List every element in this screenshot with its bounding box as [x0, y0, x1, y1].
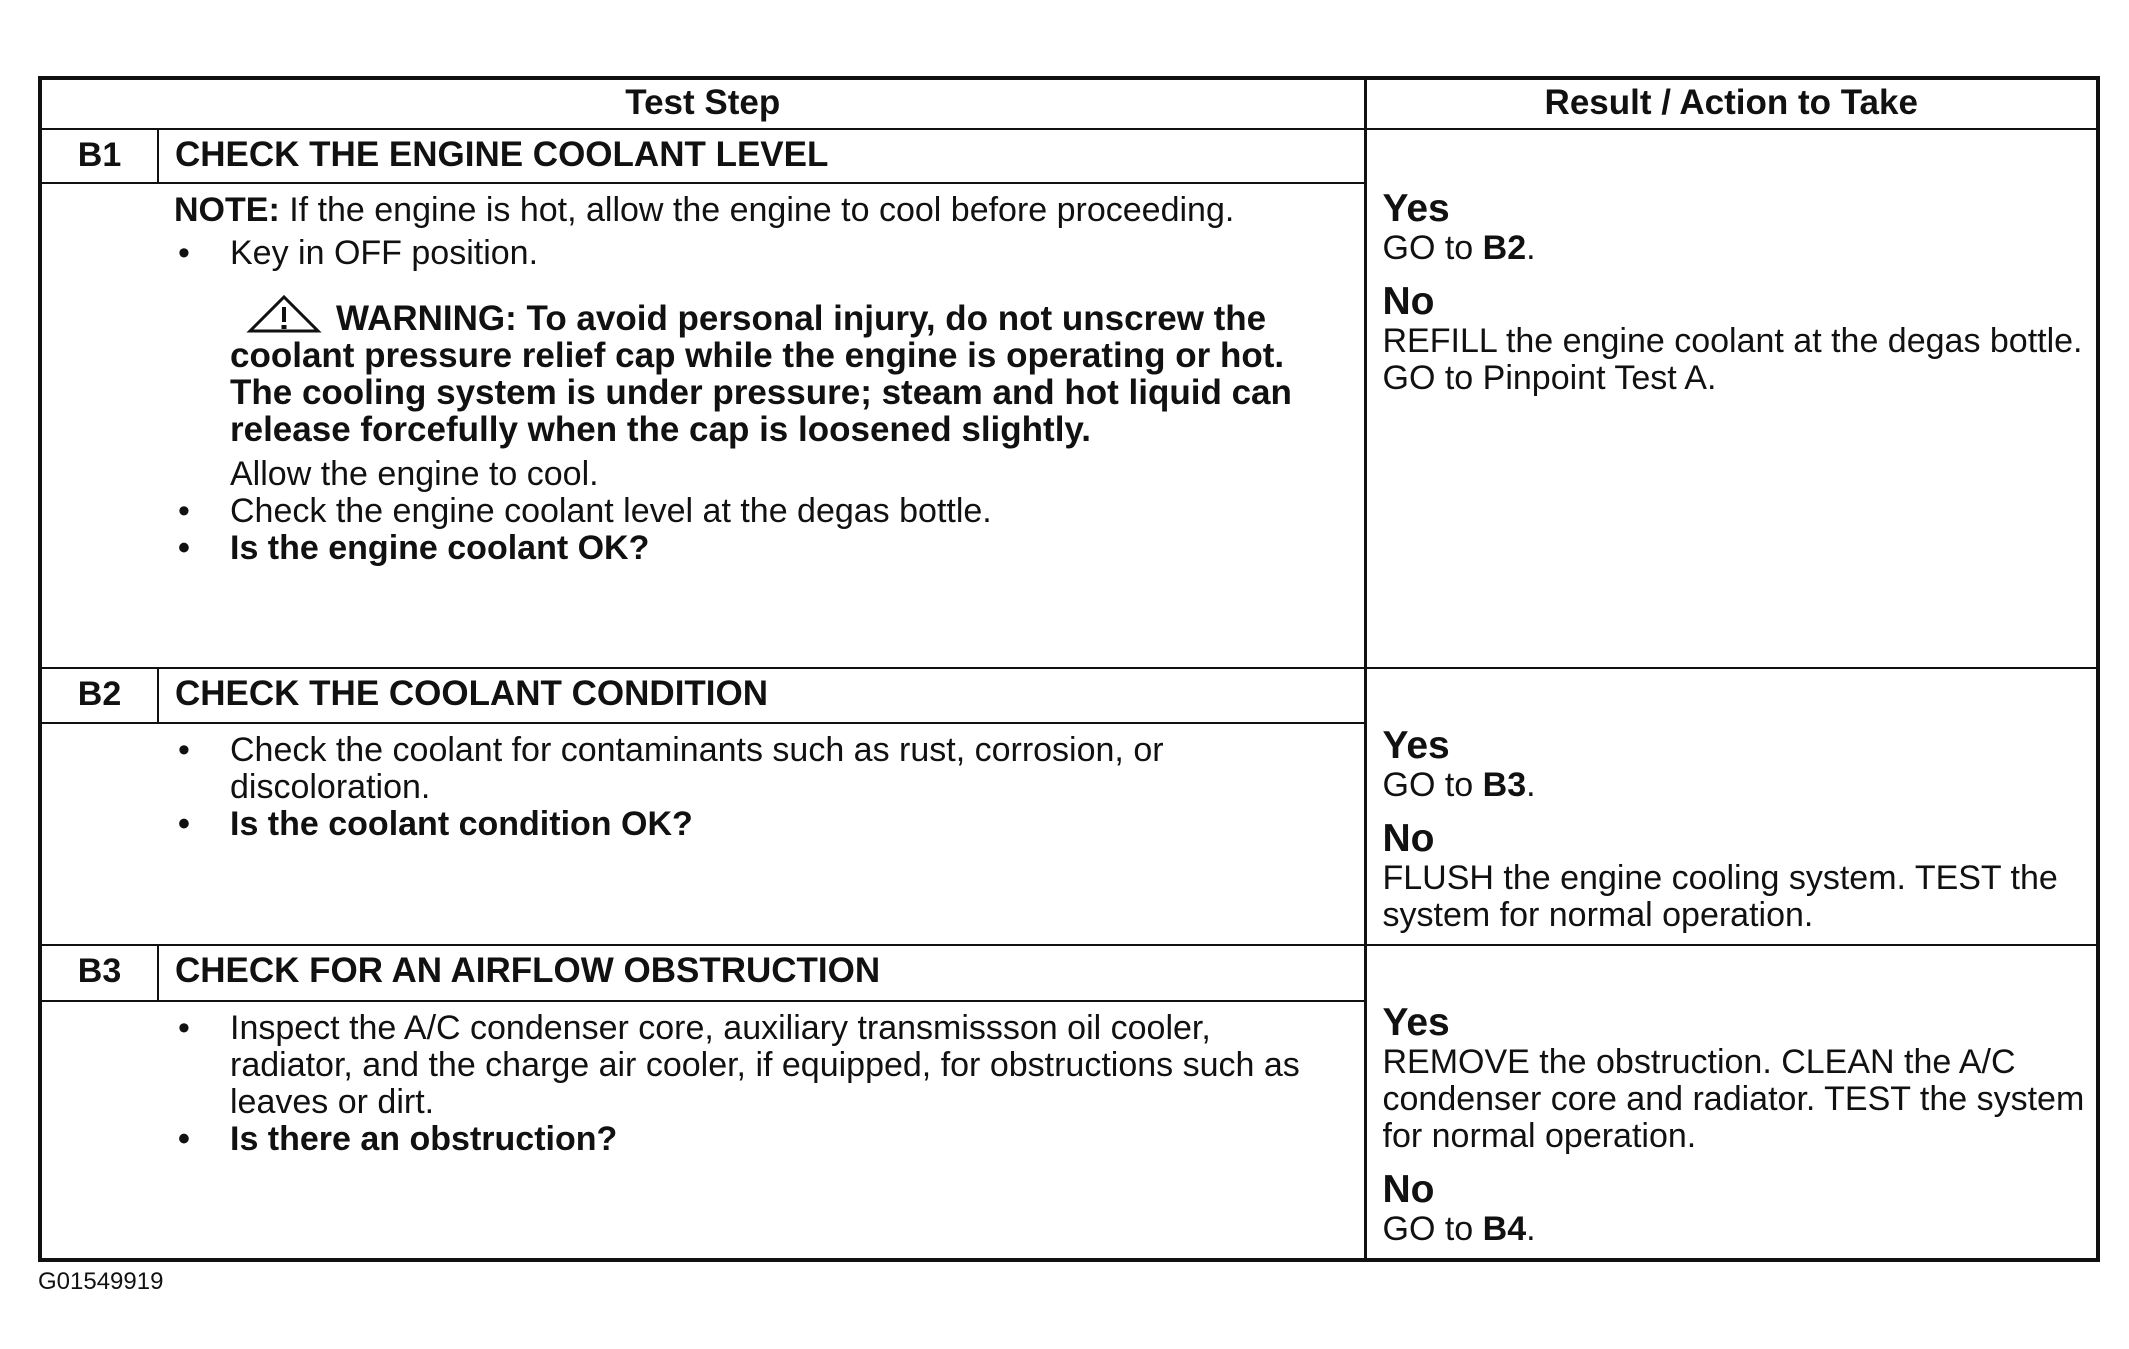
no-action-b1: REFILL the engine coolant at the degas bottle. GO to Pinpoint Test A. — [1382, 322, 2083, 397]
result-b1 — [1365, 129, 2098, 668]
allow-cool-text: Allow the engine to cool. — [230, 455, 599, 493]
step-body-b1 — [158, 183, 1365, 668]
step-b1-title-row — [40, 129, 2098, 183]
step-b3-title-row — [40, 945, 2098, 1001]
test-procedure-sheet — [38, 76, 2096, 1248]
bullet-list-b1 — [174, 235, 1324, 272]
result-b3 — [1365, 945, 2098, 1260]
no-label-b3: No — [1382, 1168, 1435, 1211]
no-label-b1: No — [1382, 280, 1435, 323]
list-item: • Check the engine coolant level at the degas bottle. — [178, 492, 992, 530]
pinpoint-test-table — [38, 76, 2100, 1262]
step-id-b2: B2 — [40, 668, 158, 723]
no-action-b3: GO to B4. — [1382, 1210, 1536, 1248]
no-action-b2: FLUSH the engine cooling system. TEST the system for normal operation. — [1382, 859, 2058, 934]
step-body-b2 — [158, 723, 1365, 945]
list-item: • Check the coolant for contaminants such as rust, corrosion, or discoloration. — [178, 730, 1164, 806]
test-step-header: Test Step — [40, 78, 1365, 129]
step-title-b1: CHECK THE ENGINE COOLANT LEVEL — [158, 129, 1365, 183]
id-spacer — [40, 183, 158, 668]
question-b2: • Is the coolant condition OK? — [178, 804, 693, 843]
list-item: • Inspect the A/C condenser core, auxiliary transmissson oil cooler, radiator, and the charge air cooler, if equipped, for obstructions such as leaves or dirt. — [178, 1008, 1300, 1121]
warning-b1: WARNING: To avoid personal injury, do not unscrew the coolant pressure relief cap while the engine is operating or hot. The cooling system is under pressure; steam and hot liquid can release forcefully when the cap is loosened slightly. — [174, 294, 1324, 448]
figure-id: G01549919 — [38, 1268, 164, 1295]
result-action-header: Result / Action to Take — [1365, 78, 2098, 129]
step-title-b2: CHECK THE COOLANT CONDITION — [158, 668, 1365, 723]
bullet-list-b1-2 — [174, 493, 1324, 567]
yes-label-b3: Yes — [1382, 1001, 1450, 1044]
question-b3: • Is there an obstruction? — [178, 1119, 618, 1158]
yes-action-b1: GO to B2. — [1382, 229, 1536, 267]
step-body-b3 — [158, 1001, 1365, 1260]
step-b2-title-row — [40, 668, 2098, 723]
question-b1: • Is the engine coolant OK? — [178, 529, 650, 567]
result-b2 — [1365, 668, 2098, 945]
no-label-b2: No — [1382, 817, 1435, 860]
yes-action-b2: GO to B3. — [1382, 766, 1536, 804]
id-spacer — [40, 723, 158, 945]
bullet-list-b2 — [174, 732, 1324, 843]
warning-triangle-icon — [246, 294, 322, 334]
list-item: • Key in OFF position. — [178, 234, 539, 272]
table-header-row — [40, 78, 2098, 129]
yes-label-b1: Yes — [1382, 187, 1450, 230]
step-title-b3: CHECK FOR AN AIRFLOW OBSTRUCTION — [158, 945, 1365, 1001]
step-id-b3: B3 — [40, 945, 158, 1001]
id-spacer — [40, 1001, 158, 1260]
note-b1: NOTE: If the engine is hot, allow the engine to cool before proceeding. — [174, 191, 1235, 229]
yes-label-b2: Yes — [1382, 724, 1450, 767]
bullet-list-b3 — [174, 1010, 1324, 1158]
yes-action-b3: REMOVE the obstruction. CLEAN the A/C condenser core and radiator. TEST the system for normal operation. — [1382, 1043, 2085, 1155]
step-id-b1: B1 — [40, 129, 158, 183]
